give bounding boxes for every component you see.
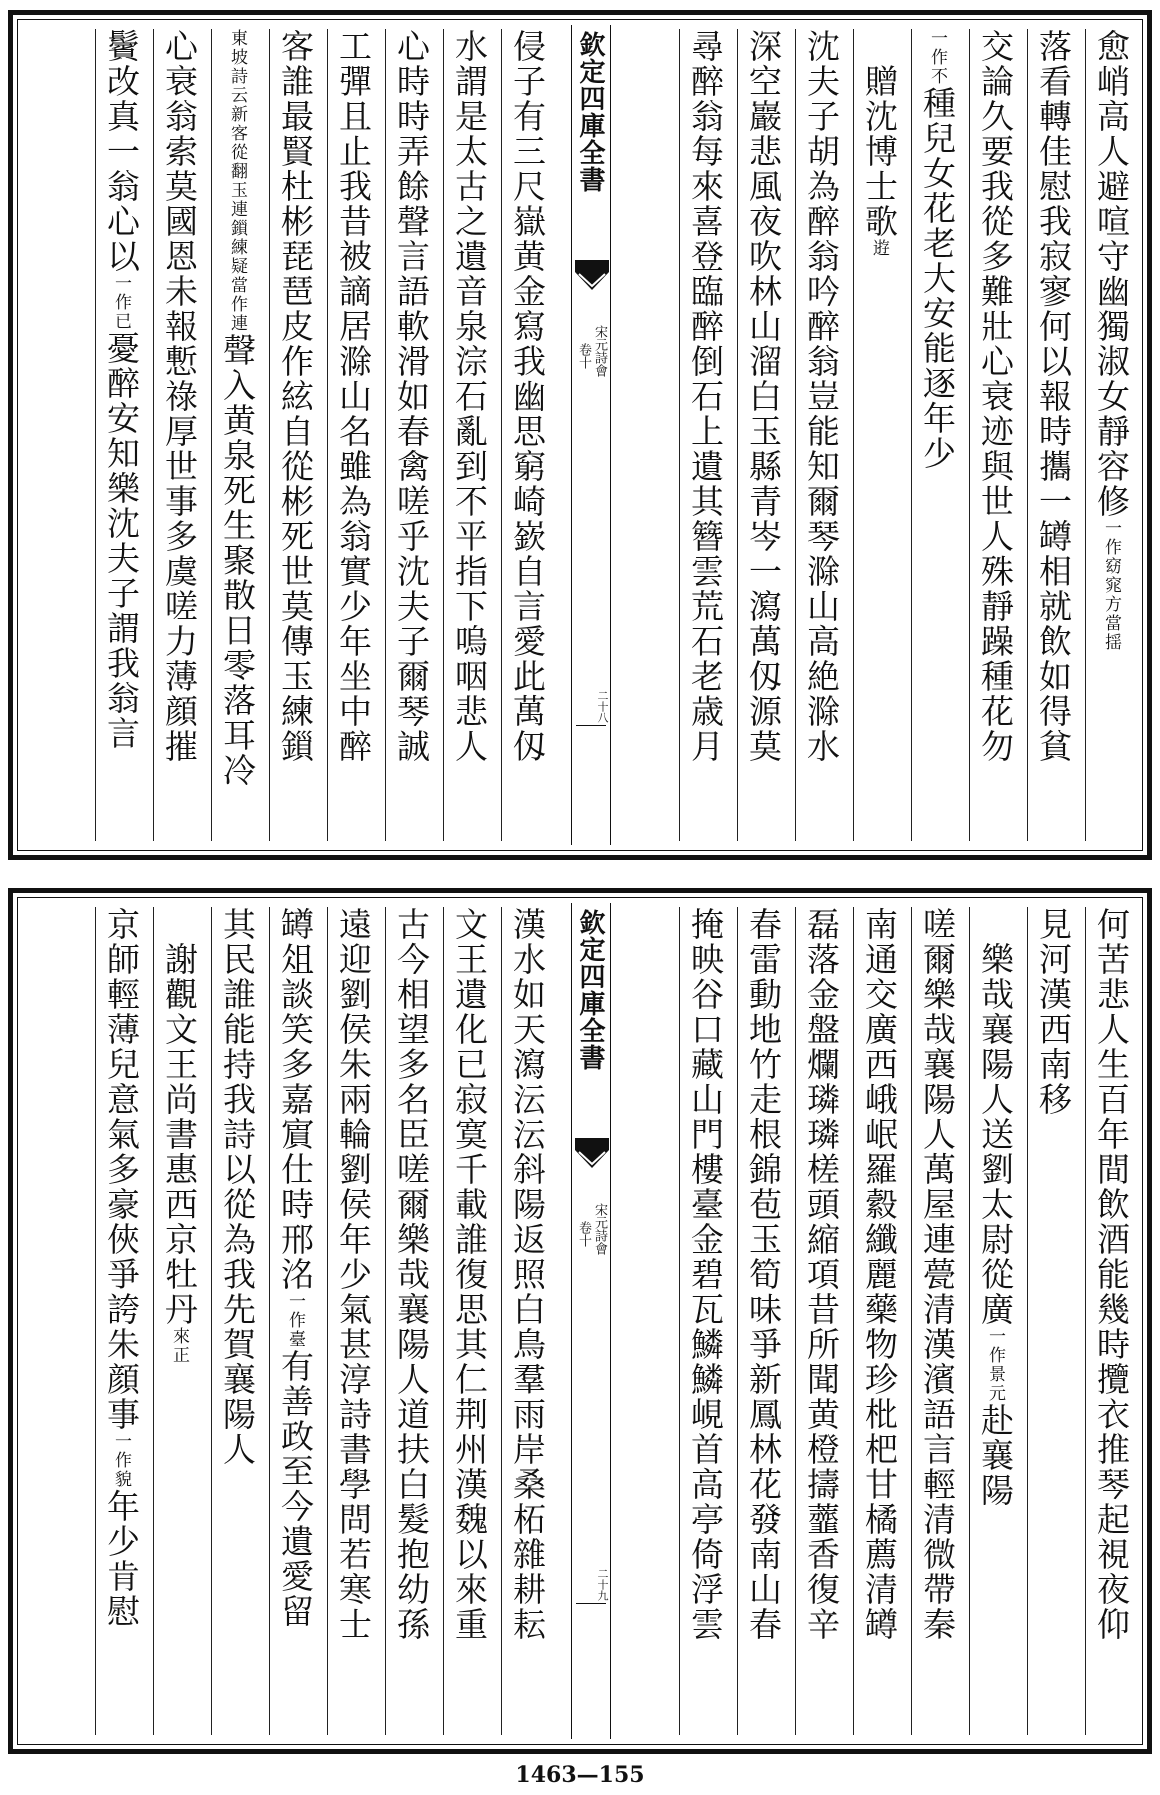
text-column: 心時時弄餘聲言語軟滑如春禽嗟乎沈夫子爾琴誠 <box>385 29 437 841</box>
text-column: 尋醉翁每來喜登臨醉倒石上遺其簪雲荒石老歳月 <box>679 29 731 841</box>
text-column: 愈峭高人避喧守幽獨淑女靜容修一作窈窕方當揺 <box>1085 29 1137 841</box>
annotation-column: 東坡詩云新客從翻玉連鎻練疑當作連聲入黄泉死生聚散日零落耳冷 <box>211 29 263 841</box>
center-fold-top <box>571 25 611 845</box>
book-title: 欽定四庫全書 <box>575 909 605 1071</box>
center-rule <box>576 1603 606 1604</box>
text-column: 鬢改真一翁心以一作已憂醉安知樂沈夫子謂我翁言 <box>95 29 147 841</box>
text-column: 嗟爾樂哉襄陽人萬屋連甍清漢濱語言輕清微帶秦 <box>911 907 963 1735</box>
text-column: 深空巖悲風夜吹林山溜白玉縣青岑一瀉萬仭源莫 <box>737 29 789 841</box>
text-column: 京師輕薄兒意氣多豪俠爭誇朱顔事一作貌年少肯慰 <box>95 907 147 1735</box>
fish-tail-mark-icon <box>575 260 609 302</box>
text-column: 侵子有三尺嶽黄金寫我幽思窮崎嶔自言愛此萬仭 <box>501 29 553 841</box>
text-column: 文王遺化已寂寞千載誰復思其仁荆州漢魏以來重 <box>443 907 495 1735</box>
text-column: 古今相望多名臣嗟爾樂哉襄陽人道扶白髮抱幼孫 <box>385 907 437 1735</box>
right-half-bottom <box>607 903 1137 1739</box>
page-number: 1463—155 <box>515 1762 645 1788</box>
book-title: 欽定四庫全書 <box>575 31 605 193</box>
source-label: 宋元詩會 卷十 <box>576 325 607 377</box>
text-column: 沈夫子胡為醉翁吟醉翁豈能知爾琴滁山高絶滁水 <box>795 29 847 841</box>
fish-tail-mark-icon <box>575 1138 609 1180</box>
text-column: 何苦悲人生百年間飲酒能幾時攬衣推琴起視夜仰 <box>1085 907 1137 1735</box>
text-column: 心衰翁索莫國恩未報慙祿厚世事多虞嗟力薄顔摧 <box>153 29 205 841</box>
poem-title: 贈沈博士歌逰 <box>853 29 905 841</box>
text-column: 見河漢西南移 <box>1027 907 1079 1735</box>
text-column: 磊落金盤爛璘璘槎頭縮項昔所聞黄橙擣虀香復辛 <box>795 907 847 1735</box>
text-column: 漢水如天瀉沄沄斜陽返照白鳥羣雨岸桑柘雜耕耘 <box>501 907 553 1735</box>
text-column: 工彈且止我昔被謫居滁山名雖為翁實少年坐中醉 <box>327 29 379 841</box>
text-column: 南通交廣西峨岷羅縠纖麗藥物珍枇杷甘橘薦清罇 <box>853 907 905 1735</box>
text-column: 其民誰能持我詩以從為我先賀襄陽人 <box>211 907 263 1735</box>
text-column: 客誰最賢杜彬琵琶皮作絃自從彬死世莫傳玉練鎻 <box>269 29 321 841</box>
right-half-top <box>607 25 1137 845</box>
source-label: 宋元詩會 卷十 <box>576 1203 607 1255</box>
poem-title: 謝觀文王尚書惠西京牡丹來正 <box>153 907 205 1735</box>
leaf-number: 二十九 <box>596 1568 609 1601</box>
text-column: 罇俎談笑多嘉賔仕時邢洺一作臺有善政至今遺愛留 <box>269 907 321 1735</box>
left-half-bottom <box>23 903 553 1739</box>
text-column: 春雷動地竹走根錦苞玉筍味爭新鳳林花發南山春 <box>737 907 789 1735</box>
page-bottom <box>8 888 1152 1754</box>
center-rule <box>576 725 606 726</box>
page-top <box>8 10 1152 860</box>
text-column: 掩映谷口藏山門樓臺金碧瓦鱗鱗峴首高亭倚浮雲 <box>679 907 731 1735</box>
text-column: 落看轉佳慰我寂寥何以報時攜一罇相就飲如得貧 <box>1027 29 1079 841</box>
text-column: 遠迎劉侯朱兩輪劉侯年少氣甚淳詩書學問若寒士 <box>327 907 379 1735</box>
leaf-number: 二十八 <box>596 690 609 723</box>
text-column: 交論久要我從多難壯心衰迹與世人殊靜躁種花勿 <box>969 29 1021 841</box>
center-fold-bottom <box>571 903 611 1739</box>
poem-title: 樂哉襄陽人送劉太尉從廣一作景元赴襄陽 <box>969 907 1021 1735</box>
text-column: 水謂是太古之遺音泉淙石亂到不平指下嗚咽悲人 <box>443 29 495 841</box>
text-column: 一作不種兒女花老大安能逐年少 <box>911 29 963 841</box>
left-half-top <box>23 25 553 845</box>
